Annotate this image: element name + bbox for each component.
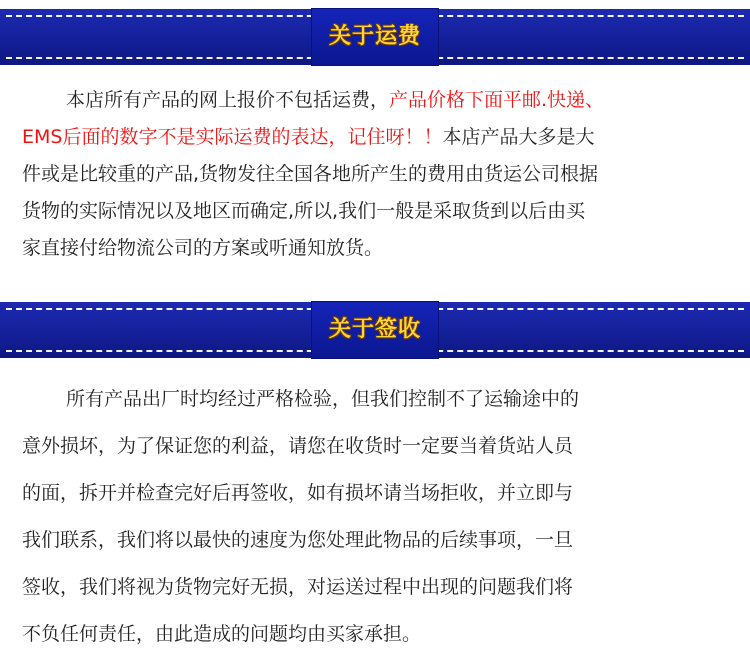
signing-line-6: 不负任何责任，由此造成的问题均由买家承担。 <box>22 623 422 645</box>
freight-paragraph <box>22 82 728 267</box>
freight-line-2 <box>22 119 728 156</box>
freight-line-1 <box>22 82 728 119</box>
signing-line-2: 意外损坏，为了保证您的利益，请您在收货时一定要当着货站人员 <box>22 435 574 457</box>
freight-section-banner <box>0 9 750 65</box>
freight-line-2-text: 本店产品大多是大 <box>442 126 595 148</box>
freight-line-4: 货物的实际情况以及地区而确定,所以,我们一般是采取货到以后由买 <box>22 200 586 222</box>
freight-line-1-text: 本店所有产品的网上报价不包括运费， <box>66 89 390 111</box>
freight-line-2-emphasis: EMS后面的数字不是实际运费的表达，记住呀！！ <box>22 126 443 148</box>
freight-line-1-emphasis: 产品价格下面平邮.快递、 <box>389 89 605 111</box>
signing-line-3: 的面，拆开并检查完好后再签收，如有损坏请当场拒收，并立即与 <box>22 482 574 504</box>
signing-line-5: 签收，我们将视为货物完好无损，对运送过程中出现的问题我们将 <box>22 576 574 598</box>
signing-section-title: 关于签收 <box>328 317 421 342</box>
signing-section-banner <box>0 302 750 358</box>
signing-paragraph <box>22 376 728 658</box>
freight-line-5: 家直接付给物流公司的方案或听通知放货。 <box>22 237 384 259</box>
signing-line-4: 我们联系，我们将以最快的速度为您处理此物品的后续事项，一旦 <box>22 529 574 551</box>
signing-line-1: 所有产品出厂时均经过严格检验，但我们控制不了运输途中的 <box>66 388 580 410</box>
freight-section-title: 关于运费 <box>328 24 421 49</box>
freight-line-3: 件或是比较重的产品,货物发往全国各地所产生的费用由货运公司根据 <box>22 163 599 185</box>
